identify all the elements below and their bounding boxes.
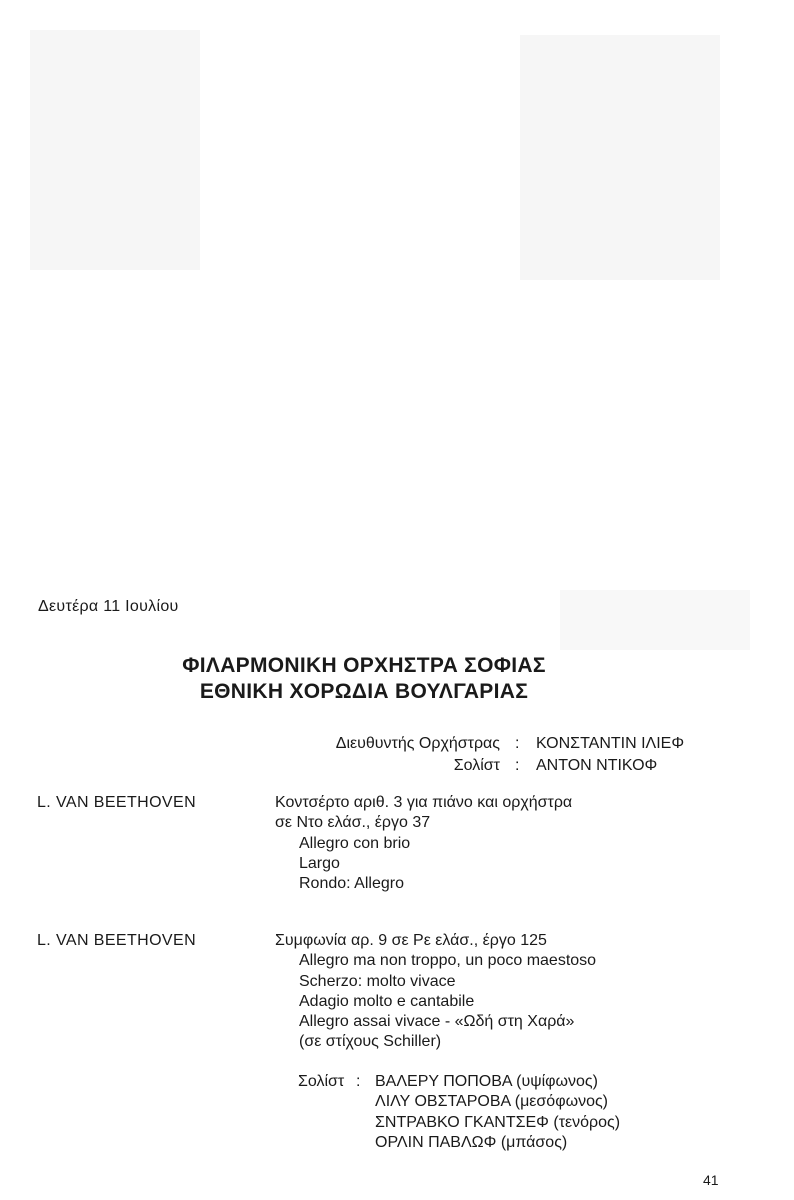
soloist-bass: ΟΡΛΙΝ ΠΑΒΛΩΦ (μπάσος) (375, 1133, 568, 1151)
soloists-colon: : (356, 1073, 361, 1090)
soloists-list (375, 1072, 620, 1153)
credit-colon: : (515, 757, 520, 774)
movement: Allegro assai vivace - «Ωδή στη Χαρά» (299, 1013, 575, 1031)
movement: Adagio molto e cantabile (299, 992, 475, 1010)
soloist-mezzo: ΛΙΛΥ ΟΒΣΤΑΡΟΒΑ (μεσόφωνος) (375, 1093, 609, 1111)
movement: Scherzo: molto vivace (299, 972, 456, 990)
credit-soloist (250, 755, 730, 777)
credit-name: ΚΟΝΣΤΑΝΤΙΝ ΙΛΙΕΦ (536, 735, 685, 752)
soloist-tenor: ΣΝΤΡΑΒΚΟ ΓΚΑΝΤΣΕΦ (τενόρος) (375, 1113, 621, 1131)
credit-label: Διευθυντής Ορχήστρας (335, 735, 500, 752)
work-1 (275, 793, 572, 894)
movement: Rondo: Allegro (299, 875, 404, 893)
credit-name: ΑΝΤΟΝ ΝΤΙΚΟΦ (536, 757, 658, 774)
credit-conductor (250, 733, 730, 755)
credit-label: Σολίστ (453, 757, 500, 774)
soloist-soprano: ΒΑΛΕΡΥ ΠΟΠΟΒΑ (υψίφωνος) (375, 1073, 598, 1090)
page-number: 41 (703, 1172, 719, 1188)
composer-1: L. VAN BEETHOVEN (37, 794, 197, 811)
work-2 (275, 931, 596, 1053)
work-title-line: Συμφωνία αρ. 9 σε Ρε ελάσ., έργο 125 (275, 932, 547, 949)
work-title-line: Κοντσέρτο αριθ. 3 για πιάνο και ορχήστρα (275, 794, 573, 811)
soloists-label: Σολίστ (298, 1073, 345, 1090)
movement-note: (σε στίχους Schiller) (299, 1033, 442, 1051)
faded-image-area-middle (560, 590, 750, 650)
credit-colon: : (515, 735, 520, 752)
concert-date: Δευτέρα 11 Ιουλίου (38, 598, 179, 615)
faded-image-area-right (520, 35, 720, 280)
composer-2: L. VAN BEETHOVEN (37, 932, 197, 949)
faded-image-area-left (30, 30, 200, 270)
movement: Largo (299, 854, 340, 872)
work-title-line: σε Ντο ελάσ., έργο 37 (275, 814, 431, 832)
movement: Allegro con brio (299, 834, 411, 852)
movement: Allegro ma non troppo, un poco maestoso (299, 952, 597, 970)
title-orchestra: ΦΙΛΑΡΜΟΝΙΚΗ ΟΡΧΗΣΤΡΑ ΣΟΦΙΑΣ (182, 654, 546, 677)
title-choir: ΕΘΝΙΚΗ ΧΟΡΩΔΙΑ ΒΟΥΛΓΑΡΙΑΣ (199, 680, 529, 703)
